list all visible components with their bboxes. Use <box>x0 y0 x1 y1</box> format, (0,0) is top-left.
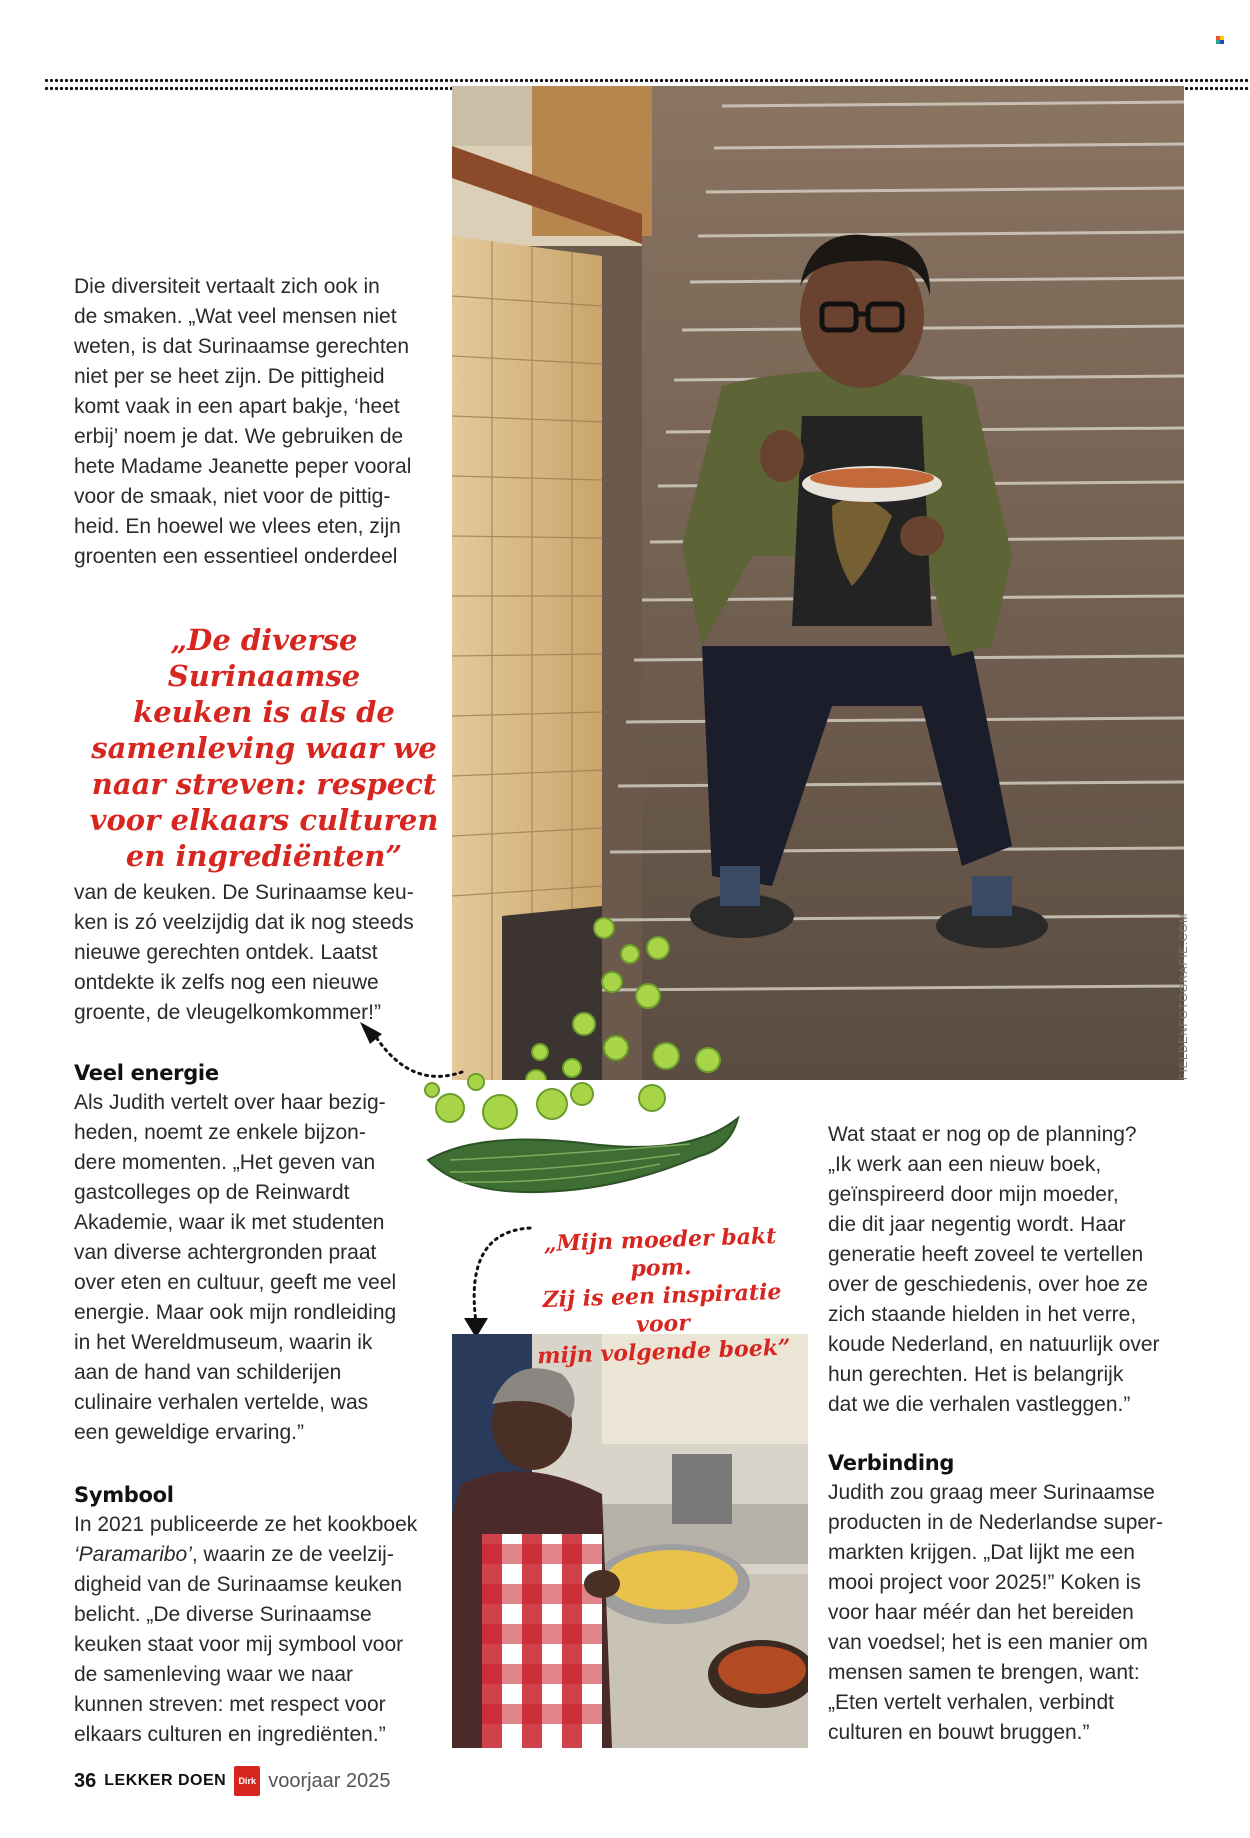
top-dotted-rule <box>44 78 1250 86</box>
book-title: ‘Paramaribo’ <box>74 1543 192 1566</box>
caption-quote: „Mijn moeder bakt pom. Zij is een inspiratie voor mijn volgende boek” <box>536 1222 792 1370</box>
left-column-symbol <box>74 1480 454 1750</box>
magazine-name: LEKKER DOEN <box>104 1772 227 1789</box>
vegetable-decoration <box>420 1060 770 1220</box>
dirk-logo: Dirk <box>234 1766 260 1796</box>
left-column-energy <box>74 1058 454 1448</box>
connection-paragraph: Judith zou graag meer Surinaamse producten in de Nederlandse super- markten krijgen. „Dat lijkt me een mooi project voor 2025!” Koken is voor haar méér dan het bereiden van voedsel; het is een manier om mensen samen te brengen, want: „Eten vertelt verhalen, verbindt culturen en bouwt bruggen.” <box>828 1481 1164 1744</box>
heading-symbool: Symbool <box>74 1483 174 1507</box>
planning-paragraph: Wat staat er nog op de planning? „Ik werk aan een nieuw boek, geïnspireerd door mijn moeder, die dit jaar negentig wordt. Haar generatie heeft zoveel te vertellen over de geschiedenis, over hoe ze zich staande hielden in het verre, koude Nederland, en natuurlijk over hun gerechten. Het is belangrijk dat we die verhalen vastleggen.” <box>828 1123 1160 1416</box>
heading-veel-energie: Veel energie <box>74 1061 219 1085</box>
right-column-planning <box>828 1120 1188 1420</box>
corner-color-mark <box>1216 36 1224 44</box>
intro-paragraph: Die diversiteit vertaalt zich ook in de smaken. „Wat veel mensen niet weten, is dat Surinaamse gerechten niet per se heet zijn. De pittigheid komt vaak in een apart bakje, ‘heet erbij’ noem je dat. We gebruiken de hete Madame Jeanette peper vooral voor de smaak, niet voor de pittig- heid. En hoewel we vlees eten, zijn groenten een essentieel onderdeel <box>74 275 412 568</box>
heading-verbinding: Verbinding <box>828 1451 955 1475</box>
continued-paragraph: van de keuken. De Surinaamse keu- ken is zó veelzijdig dat ik nog steeds nieuwe gerechten ontdek. Laatst ontdekte ik zelfs nog een nieuwe groente, de vleugelkomkommer!” <box>74 881 414 1024</box>
left-column-continued <box>74 878 454 1028</box>
symbol-paragraph <box>74 1510 454 1750</box>
left-column-intro <box>74 272 454 572</box>
kitchen-photo <box>452 1334 808 1748</box>
energy-paragraph: Als Judith vertelt over haar bezig- heden, noemt ze enkele bijzon- dere momenten. „Het geven van gastcolleges op de Reinwardt Akademie, waar ik met studenten van diverse achtergronden praat over eten en cultuur, geeft me veel energie. Maar ook mijn rondleiding in het Wereldmuseum, waarin ik aan de hand van schilderijen culinaire verhalen vertelde, was een geweldige ervaring.” <box>74 1091 397 1444</box>
page-footer <box>74 1766 391 1796</box>
symbol-text-pre: In 2021 publiceerde ze het kookboek <box>74 1513 418 1536</box>
page-number: 36 <box>74 1769 97 1792</box>
issue-season: voorjaar 2025 <box>268 1769 391 1792</box>
staircase-photo <box>452 86 1184 1080</box>
symbol-text-post: , waarin ze de veelzij- digheid van de Surinaamse keuken belicht. „De diverse Surinaamse keuken staat voor mij symbool voor de samenleving waar we naar kunnen streven: met respect voor elkaars culturen en ingrediënten.” <box>74 1543 404 1746</box>
right-column-connection <box>828 1448 1188 1748</box>
photo-credit: FIELDENFOTOGRAFIE.COM <box>1178 912 1190 1080</box>
pull-quote: „De diverse Surinaamse keuken is als de samenleving waar we naar streven: respect voor elkaars culturen en ingrediënten” <box>89 623 439 873</box>
